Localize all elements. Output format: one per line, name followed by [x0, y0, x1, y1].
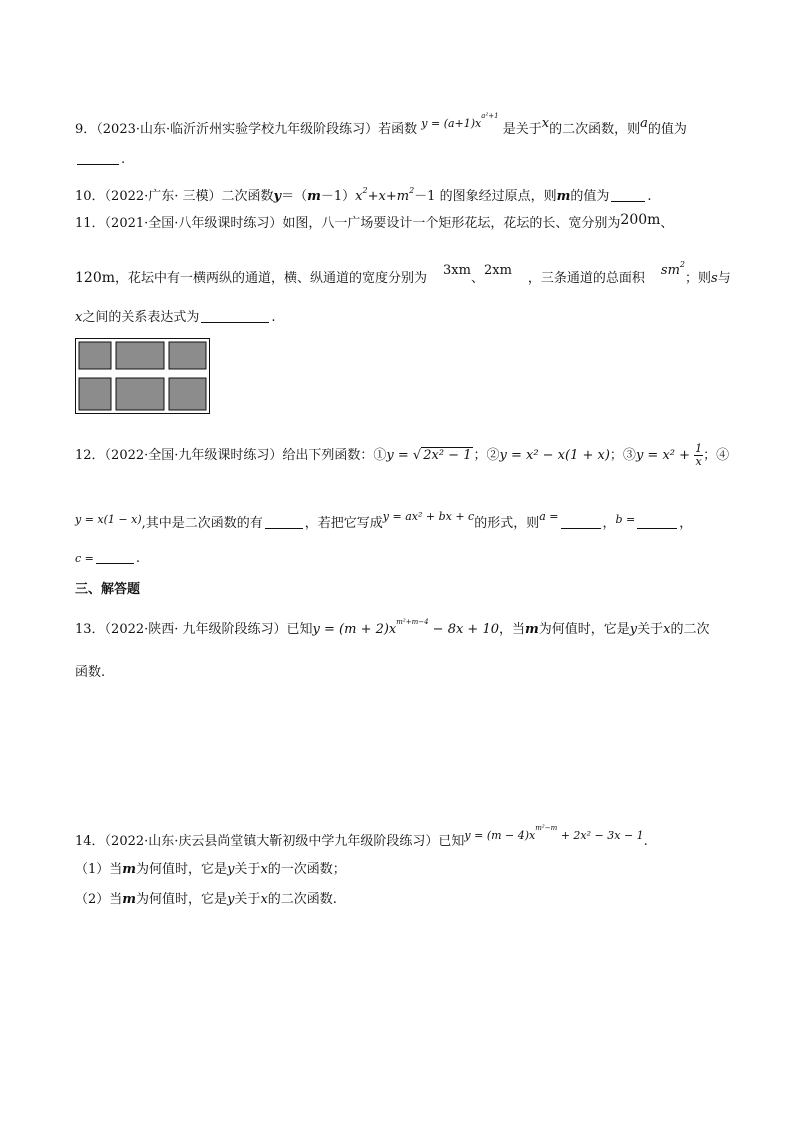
- q9-formula: y = (a+1)xa²+1: [421, 112, 499, 130]
- q12-answer-blank-a[interactable]: [561, 514, 601, 529]
- q14-number: 14．: [75, 834, 105, 849]
- q11-text-e: 与: [717, 271, 731, 286]
- q12-f5: y = ax² + bx + c: [382, 510, 475, 523]
- q14-p1-var-m: m: [122, 862, 137, 877]
- q14-p2-text-b: 关于: [234, 892, 261, 907]
- q14-p1-text-b: 关于: [234, 862, 261, 877]
- question-11-line3: [75, 308, 276, 328]
- question-9: [75, 106, 687, 140]
- q12-f2: y = x² − x(1 + x): [499, 448, 610, 463]
- q9-source: （2023·山东·临沂沂州实验学校九年级阶段练习）若函数: [96, 122, 418, 137]
- q12-comma: ，: [602, 516, 616, 531]
- q14-p2-var-x: x: [260, 892, 268, 907]
- bed-plot-1: [79, 342, 111, 369]
- q11-area: $sm^2$: [660, 260, 686, 278]
- q10-var-m: m: [307, 189, 321, 204]
- q11-text-d: ；则: [685, 271, 712, 286]
- q9-answer-line: [75, 150, 125, 170]
- q11-number: 11．: [75, 216, 105, 231]
- q12-text-d: 的形式，则: [474, 516, 540, 531]
- q10-plus-2: +: [385, 189, 397, 204]
- q9-var-a: a: [640, 116, 648, 131]
- q12-text-b: ,其中是二次函数的有: [141, 516, 263, 531]
- question-10: 10．（2022·广东· 三模）二次函数$y=(m-1)x^2+x+m^2-1$ 的图象经过原点，则m的值为 .: [75, 186, 652, 204]
- question-12-line3: [75, 549, 140, 569]
- q11-end: .: [271, 310, 276, 325]
- q10-end: .: [647, 189, 652, 204]
- q9-answer-blank[interactable]: [77, 150, 119, 165]
- q10-text-b: ＝（: [281, 189, 308, 204]
- q14-part-1: [75, 860, 346, 880]
- q14-text-a: （2022·山东·庆云县尚堂镇大靳初级中学九年级阶段练习）已知: [104, 834, 465, 849]
- q13-var-m: m: [525, 622, 539, 637]
- question-12-line2: [75, 507, 692, 534]
- bed-plot-2: [116, 342, 164, 369]
- q12-f3: y = x² + $\frac{1}{x}$: [635, 442, 703, 468]
- q11-width: 120m: [75, 270, 115, 286]
- q10-plus-1: +: [367, 189, 379, 204]
- q14-p2-var-y: y: [227, 892, 235, 907]
- q14-p1-var-x: x: [260, 862, 268, 877]
- q11-var-s: s: [711, 271, 718, 286]
- q14-p1-text-a: 为何值时，它是: [136, 862, 228, 877]
- q11-var-x: x: [75, 310, 83, 325]
- q14-p2-num: （2）当: [75, 892, 123, 907]
- q10-var-x: x: [355, 189, 363, 204]
- q11-text-a: （2021·全国·八年级课时练习）如图，八一广场要设计一个矩形花坛，花坛的长、宽分别为: [104, 216, 621, 231]
- q10-text-f: －1 的图象经过原点，则: [414, 189, 557, 204]
- q9-var-x: x: [541, 116, 550, 131]
- question-11: [75, 210, 673, 234]
- q9-text-tail: 的值为: [647, 122, 687, 137]
- question-12: [75, 443, 729, 468]
- q12-f4: y = x(1 − x): [75, 513, 142, 526]
- q14-p1-var-y: y: [227, 862, 235, 877]
- bed-plot-3: [169, 342, 206, 369]
- bed-plot-6: [169, 378, 206, 410]
- q10-var-y: y: [273, 189, 282, 204]
- q14-p1-num: （1）当: [75, 862, 123, 877]
- q12-c-eq: c =: [75, 552, 94, 565]
- q11-w1: 3xm: [443, 263, 471, 278]
- bed-plot-4: [79, 378, 111, 410]
- q10-text-g: 的值为: [570, 189, 610, 204]
- q12-number: 12．: [75, 448, 105, 463]
- q11-answer-blank[interactable]: [201, 308, 269, 323]
- q14-end: .: [643, 834, 648, 849]
- question-13-line2: 函数.: [75, 665, 106, 680]
- section-title: 三、解答题: [75, 582, 141, 597]
- q12-sep1: ；②: [473, 448, 500, 463]
- q9-text-mid2: 的二次函数，则: [549, 122, 641, 137]
- q13-text-e: 的二次: [670, 622, 710, 637]
- q12-a-eq: a =: [539, 510, 559, 523]
- q14-formula: y = (m − 4)xm²−m + 2x² − 3x − 1: [464, 824, 644, 842]
- q13-text-d: 关于: [637, 622, 664, 637]
- q13-text-c: 为何值时，它是: [538, 622, 630, 637]
- q10-source: （2022·广东· 三模）二次函数: [104, 189, 274, 204]
- q12-end: .: [135, 551, 141, 566]
- q12-sep2: ；③: [609, 448, 636, 463]
- question-11-line2: [75, 255, 731, 289]
- q12-answer-blank-b[interactable]: [637, 514, 677, 529]
- q10-answer-blank[interactable]: [611, 187, 645, 202]
- q13-var-x: x: [663, 622, 671, 637]
- q11-text-c: ，三条通道的总面积: [527, 271, 645, 286]
- q12-sep3: ；④: [703, 448, 730, 463]
- q12-b-eq: b =: [615, 513, 636, 526]
- q9-text-mid: 是关于: [502, 122, 542, 137]
- q11-text-f: 之间的关系表达式为: [82, 310, 200, 325]
- question-14: [75, 818, 648, 852]
- bed-plot-5: [116, 378, 164, 410]
- q14-p1-text-c: 的一次函数；: [267, 862, 346, 877]
- q13-var-y: y: [629, 622, 638, 637]
- q9-number: 9．: [75, 122, 97, 137]
- q13-text-b: ，当: [499, 622, 526, 637]
- q10-var-m3: m: [556, 189, 571, 204]
- q12-answer-blank-1[interactable]: [265, 514, 303, 529]
- question-13: [75, 612, 710, 640]
- q12-f1: y = √ 2x² − 1: [386, 448, 472, 463]
- q10-text-c: －1）: [320, 189, 356, 204]
- q12-text-c: ，若把它写成: [304, 516, 383, 531]
- q11-text-b: ，花坛中有一横两纵的通道，横、纵通道的宽度分别为: [115, 271, 428, 286]
- q12-text-a: （2022·全国·九年级课时练习）给出下列函数：①: [104, 448, 387, 463]
- q12-comma2: ，: [679, 516, 693, 531]
- q10-var-m2: m: [396, 189, 410, 204]
- q11-sep: 、: [660, 216, 674, 231]
- q11-length: 200m: [620, 212, 661, 228]
- flower-bed-diagram: [75, 338, 210, 414]
- q14-p2-var-m: m: [122, 892, 137, 907]
- q11-w2: 2xm: [483, 263, 512, 278]
- q13-text-a: （2022·陕西· 九年级阶段练习）已知: [104, 622, 313, 637]
- q14-p2-text-c: 的二次函数.: [267, 892, 337, 907]
- q13-formula: $y = (m + 2)x^{m^2+m-4} - 8x + 10$: [312, 618, 499, 637]
- q14-p2-text-a: 为何值时，它是: [136, 892, 228, 907]
- q10-var-x2: x: [378, 189, 386, 204]
- q14-part-2: [75, 890, 337, 910]
- q9-end: .: [121, 152, 126, 167]
- q13-number: 13．: [75, 622, 105, 637]
- q12-answer-blank-c[interactable]: [96, 549, 134, 564]
- q11-sep2: 、: [470, 271, 484, 286]
- q10-number: 10．: [75, 189, 105, 204]
